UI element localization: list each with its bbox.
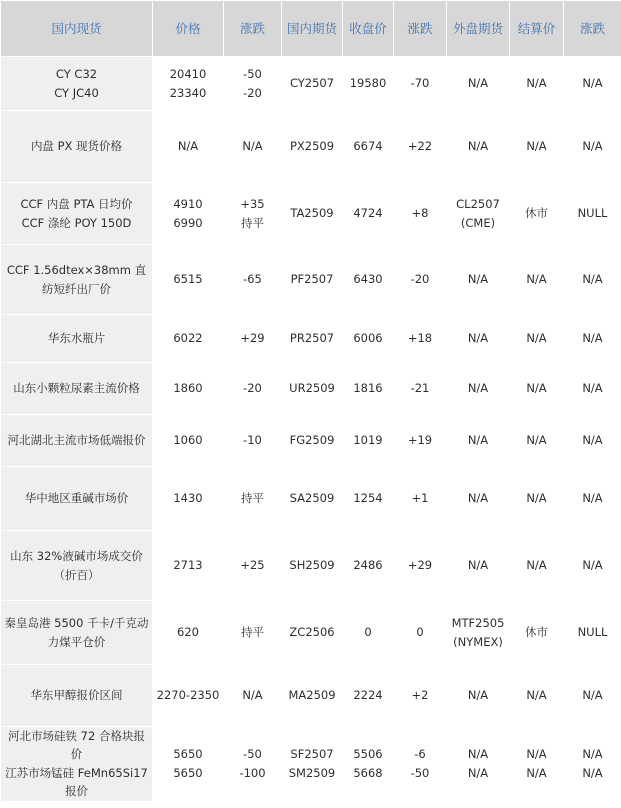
spot-name-text: 河北市场硅铁 72 合格块报价 bbox=[8, 729, 145, 762]
spot-name-text: CCF 内盘 PTA 日均价 bbox=[20, 197, 133, 212]
spot-change-cell bbox=[224, 665, 282, 727]
spot-change-cell bbox=[224, 415, 282, 467]
futures-change-text: -21 bbox=[410, 381, 430, 396]
settlement-price-cell bbox=[510, 111, 564, 183]
overseas-contract-text: MTF2505 bbox=[451, 616, 505, 631]
futures-change-text: +29 bbox=[407, 558, 433, 573]
futures-change-text: 0 bbox=[416, 625, 424, 640]
spot-name-text: 华东甲醇报价区间 bbox=[30, 688, 123, 703]
spot-name-cell bbox=[1, 57, 153, 111]
futures-close-cell bbox=[343, 363, 394, 415]
futures-change-cell bbox=[394, 315, 447, 363]
settlement-price-text: N/A bbox=[526, 76, 547, 91]
spot-price-text: 4910 bbox=[173, 197, 203, 212]
spot-price-text: 6515 bbox=[173, 272, 203, 287]
futures-contract-text: UR2509 bbox=[289, 381, 335, 396]
settlement-price-text: N/A bbox=[526, 747, 547, 762]
spot-change-text: +35 bbox=[240, 197, 265, 212]
table-row bbox=[1, 467, 621, 531]
overseas-contract-text: N/A bbox=[467, 688, 489, 703]
spot-change-text: -65 bbox=[243, 272, 262, 287]
spot-change-cell bbox=[224, 111, 282, 183]
futures-contract-text: PR2507 bbox=[289, 331, 335, 346]
futures-close-cell bbox=[343, 315, 394, 363]
settlement-price-text: N/A bbox=[526, 433, 547, 448]
spot-price-cell bbox=[153, 245, 224, 315]
futures-change-cell bbox=[394, 727, 447, 802]
settlement-change-cell bbox=[564, 183, 621, 245]
settlement-change-text: N/A bbox=[582, 491, 603, 506]
spot-change-cell bbox=[224, 315, 282, 363]
spot-price-cell bbox=[153, 531, 224, 601]
settlement-price-text: N/A bbox=[526, 558, 547, 573]
settlement-change-text: N/A bbox=[582, 331, 603, 346]
futures-change-text: -70 bbox=[410, 76, 430, 91]
futures-close-text: 5668 bbox=[353, 765, 383, 780]
spot-change-cell bbox=[224, 57, 282, 111]
overseas-contract-text: (CME) bbox=[460, 215, 496, 230]
overseas-contract-text: N/A bbox=[467, 765, 489, 780]
spot-price-cell bbox=[153, 183, 224, 245]
spot-price-text: 1060 bbox=[173, 433, 203, 448]
futures-close-cell bbox=[343, 245, 394, 315]
header-domestic-spot: 国内现货 bbox=[1, 1, 153, 57]
futures-contract-text: MA2509 bbox=[288, 688, 336, 703]
settlement-change-text: N/A bbox=[582, 139, 603, 154]
futures-change-text: +8 bbox=[411, 206, 429, 221]
futures-contract-cell bbox=[282, 57, 343, 111]
futures-contract-text: SA2509 bbox=[289, 491, 335, 506]
overseas-contract-cell bbox=[447, 183, 510, 245]
table-row bbox=[1, 183, 621, 245]
overseas-contract-cell bbox=[447, 665, 510, 727]
spot-name-cell bbox=[1, 245, 153, 315]
futures-change-cell bbox=[394, 183, 447, 245]
futures-contract-cell bbox=[282, 415, 343, 467]
futures-close-cell bbox=[343, 415, 394, 467]
overseas-contract-cell bbox=[447, 415, 510, 467]
overseas-contract-cell bbox=[447, 111, 510, 183]
settlement-price-cell bbox=[510, 665, 564, 727]
settlement-price-cell bbox=[510, 467, 564, 531]
spot-price-cell bbox=[153, 601, 224, 665]
futures-close-cell bbox=[343, 183, 394, 245]
futures-close-text: 1019 bbox=[353, 433, 383, 448]
settlement-price-cell bbox=[510, 183, 564, 245]
overseas-contract-cell bbox=[447, 315, 510, 363]
table-row bbox=[1, 245, 621, 315]
spot-name-cell bbox=[1, 415, 153, 467]
futures-close-text: 6006 bbox=[353, 331, 383, 346]
overseas-contract-cell bbox=[447, 57, 510, 111]
spot-change-text: -50 bbox=[243, 67, 262, 82]
futures-contract-cell bbox=[282, 183, 343, 245]
header-domestic-futures: 国内期货 bbox=[282, 1, 343, 57]
spot-name-cell bbox=[1, 315, 153, 363]
spot-name-text: CY JC40 bbox=[54, 85, 99, 100]
spot-price-text: 5650 bbox=[173, 747, 203, 762]
spot-price-text: 6022 bbox=[173, 331, 203, 346]
futures-change-cell bbox=[394, 363, 447, 415]
settlement-change-text: N/A bbox=[582, 433, 603, 448]
spot-price-cell bbox=[153, 363, 224, 415]
overseas-contract-cell bbox=[447, 727, 510, 802]
table-row bbox=[1, 363, 621, 415]
table-row bbox=[1, 601, 621, 665]
futures-contract-cell bbox=[282, 531, 343, 601]
settlement-price-cell bbox=[510, 601, 564, 665]
spot-name-text: 华东水瓶片 bbox=[47, 331, 106, 346]
futures-contract-text: SH2509 bbox=[289, 558, 335, 573]
futures-contract-cell bbox=[282, 727, 343, 802]
spot-price-text: 20410 bbox=[169, 67, 207, 82]
spot-change-text: -20 bbox=[243, 85, 262, 100]
futures-change-cell bbox=[394, 245, 447, 315]
spot-name-cell bbox=[1, 111, 153, 183]
spot-name-text: 华中地区重碱市场价 bbox=[24, 491, 129, 506]
settlement-price-text: 休市 bbox=[525, 206, 548, 221]
futures-change-cell bbox=[394, 111, 447, 183]
spot-price-text: 2713 bbox=[173, 558, 203, 573]
spot-name-cell bbox=[1, 363, 153, 415]
futures-close-cell bbox=[343, 467, 394, 531]
spot-change-text: +29 bbox=[240, 331, 265, 346]
settlement-price-text: N/A bbox=[526, 139, 547, 154]
spot-price-cell bbox=[153, 415, 224, 467]
futures-change-text: -20 bbox=[410, 272, 430, 287]
futures-contract-cell bbox=[282, 601, 343, 665]
overseas-contract-text: N/A bbox=[467, 76, 489, 91]
futures-close-cell bbox=[343, 727, 394, 802]
spot-change-text: -50 bbox=[243, 747, 262, 762]
table-row bbox=[1, 531, 621, 601]
spot-change-text: -10 bbox=[243, 433, 262, 448]
settlement-price-cell bbox=[510, 57, 564, 111]
spot-change-text: N/A bbox=[242, 139, 263, 154]
futures-contract-text: ZC2506 bbox=[289, 625, 335, 640]
spot-change-text: N/A bbox=[242, 688, 263, 703]
spot-price-text: 23340 bbox=[169, 85, 207, 100]
futures-contract-cell bbox=[282, 111, 343, 183]
futures-change-text: +22 bbox=[407, 139, 433, 154]
overseas-contract-text: N/A bbox=[467, 558, 489, 573]
spot-price-cell bbox=[153, 727, 224, 802]
futures-change-cell bbox=[394, 665, 447, 727]
futures-contract-text: FG2509 bbox=[289, 433, 335, 448]
spot-price-text: 1860 bbox=[173, 381, 203, 396]
spot-price-cell bbox=[153, 467, 224, 531]
futures-contract-text: PX2509 bbox=[289, 139, 335, 154]
futures-close-cell bbox=[343, 57, 394, 111]
spot-change-cell bbox=[224, 601, 282, 665]
settlement-change-text: N/A bbox=[582, 76, 603, 91]
overseas-contract-text: N/A bbox=[467, 491, 489, 506]
settlement-change-text: N/A bbox=[582, 381, 603, 396]
settlement-change-text: NULL bbox=[577, 625, 608, 640]
overseas-contract-cell bbox=[447, 601, 510, 665]
settlement-price-text: 休市 bbox=[525, 625, 548, 640]
overseas-contract-cell bbox=[447, 245, 510, 315]
futures-contract-text: TA2509 bbox=[290, 206, 334, 221]
spot-name-text: 山东 32%液碱市场成交价（折百） bbox=[10, 549, 143, 582]
spot-name-text: 江苏市场锰硅 FeMn65Si17 报价 bbox=[5, 765, 148, 799]
futures-contract-text: PF2507 bbox=[290, 272, 334, 287]
overseas-contract-cell bbox=[447, 531, 510, 601]
table-row bbox=[1, 111, 621, 183]
futures-contract-cell bbox=[282, 665, 343, 727]
settlement-change-cell bbox=[564, 665, 621, 727]
settlement-price-cell bbox=[510, 363, 564, 415]
settlement-price-text: N/A bbox=[526, 688, 547, 703]
settlement-price-text: N/A bbox=[526, 272, 547, 287]
settlement-change-text: N/A bbox=[582, 747, 603, 762]
spot-name-cell bbox=[1, 183, 153, 245]
settlement-change-cell bbox=[564, 363, 621, 415]
spot-change-cell bbox=[224, 467, 282, 531]
spot-price-text: 620 bbox=[177, 625, 199, 640]
settlement-price-cell bbox=[510, 727, 564, 802]
overseas-contract-text: (NYMEX) bbox=[453, 634, 503, 649]
futures-change-cell bbox=[394, 415, 447, 467]
spot-change-text: 持平 bbox=[241, 215, 264, 230]
settlement-change-cell bbox=[564, 467, 621, 531]
settlement-change-cell bbox=[564, 415, 621, 467]
table-row bbox=[1, 727, 621, 802]
spot-price-text: 6990 bbox=[173, 215, 203, 230]
spot-name-text: 河北湖北主流市场低端报价 bbox=[7, 433, 146, 448]
futures-close-cell bbox=[343, 111, 394, 183]
futures-close-cell bbox=[343, 665, 394, 727]
futures-contract-cell bbox=[282, 315, 343, 363]
spot-price-cell bbox=[153, 111, 224, 183]
overseas-contract-cell bbox=[447, 363, 510, 415]
spot-price-cell bbox=[153, 315, 224, 363]
overseas-contract-text: N/A bbox=[467, 139, 489, 154]
settlement-change-cell bbox=[564, 727, 621, 802]
futures-contract-cell bbox=[282, 467, 343, 531]
table-body bbox=[1, 57, 621, 802]
spot-price-text: 1430 bbox=[173, 491, 203, 506]
settlement-change-text: N/A bbox=[582, 765, 603, 780]
settlement-price-cell bbox=[510, 531, 564, 601]
futures-change-cell bbox=[394, 531, 447, 601]
futures-change-text: +19 bbox=[407, 433, 433, 448]
futures-change-text: +2 bbox=[411, 688, 429, 703]
spot-change-cell bbox=[224, 183, 282, 245]
spot-change-cell bbox=[224, 363, 282, 415]
overseas-contract-text: N/A bbox=[467, 272, 489, 287]
overseas-contract-text: N/A bbox=[467, 381, 489, 396]
settlement-price-text: N/A bbox=[526, 765, 547, 780]
table-header bbox=[1, 1, 621, 57]
futures-change-text: +1 bbox=[411, 491, 429, 506]
settlement-change-cell bbox=[564, 531, 621, 601]
spot-price-text: 2270-2350 bbox=[156, 688, 220, 703]
futures-close-cell bbox=[343, 531, 394, 601]
table-row bbox=[1, 415, 621, 467]
header-overseas-futures: 外盘期货 bbox=[447, 1, 510, 57]
header-close: 收盘价 bbox=[343, 1, 394, 57]
header-change: 涨跌 bbox=[224, 1, 282, 57]
futures-close-text: 1816 bbox=[353, 381, 383, 396]
futures-close-text: 5506 bbox=[353, 747, 383, 762]
futures-close-text: 2486 bbox=[353, 558, 383, 573]
futures-close-cell bbox=[343, 601, 394, 665]
settlement-change-text: N/A bbox=[582, 688, 603, 703]
futures-close-text: 0 bbox=[364, 625, 372, 640]
header-futures-change: 涨跌 bbox=[394, 1, 447, 57]
spot-price-text: 5650 bbox=[173, 765, 203, 780]
settlement-price-text: N/A bbox=[526, 331, 547, 346]
futures-contract-text: CY2507 bbox=[289, 76, 335, 91]
header-settlement-change: 涨跌 bbox=[564, 1, 621, 57]
spot-price-cell bbox=[153, 57, 224, 111]
spot-name-cell bbox=[1, 601, 153, 665]
spot-change-text: 持平 bbox=[241, 491, 264, 506]
futures-close-text: 1254 bbox=[353, 491, 383, 506]
settlement-change-text: N/A bbox=[582, 558, 603, 573]
spot-price-cell bbox=[153, 665, 224, 727]
settlement-price-cell bbox=[510, 415, 564, 467]
spot-name-cell bbox=[1, 531, 153, 601]
settlement-change-text: N/A bbox=[582, 272, 603, 287]
header-price: 价格 bbox=[153, 1, 224, 57]
header-row bbox=[1, 1, 621, 57]
overseas-contract-text: N/A bbox=[467, 433, 489, 448]
spot-name-text: CCF 涤纶 POY 150D bbox=[21, 215, 132, 230]
futures-change-cell bbox=[394, 57, 447, 111]
futures-change-text: +18 bbox=[407, 331, 433, 346]
settlement-price-cell bbox=[510, 245, 564, 315]
futures-close-text: 4724 bbox=[353, 206, 383, 221]
overseas-contract-cell bbox=[447, 467, 510, 531]
spot-change-text: 持平 bbox=[241, 625, 264, 640]
spot-change-cell bbox=[224, 531, 282, 601]
overseas-contract-text: N/A bbox=[467, 747, 489, 762]
futures-close-text: 6674 bbox=[353, 139, 383, 154]
settlement-change-cell bbox=[564, 57, 621, 111]
settlement-price-text: N/A bbox=[526, 381, 547, 396]
settlement-change-cell bbox=[564, 111, 621, 183]
settlement-change-cell bbox=[564, 245, 621, 315]
spot-name-text: 山东小颗粒尿素主流价格 bbox=[13, 381, 140, 396]
spot-name-text: 内盘 PX 现货价格 bbox=[30, 139, 123, 154]
spot-name-cell bbox=[1, 467, 153, 531]
header-settlement: 结算价 bbox=[510, 1, 564, 57]
table-row bbox=[1, 57, 621, 111]
settlement-price-cell bbox=[510, 315, 564, 363]
settlement-change-cell bbox=[564, 601, 621, 665]
spot-change-text: +25 bbox=[240, 558, 265, 573]
spot-name-cell bbox=[1, 665, 153, 727]
spot-name-cell bbox=[1, 727, 153, 802]
spot-change-text: -20 bbox=[243, 381, 262, 396]
spot-name-text: CCF 1.56dtex×38mm 直纺短纤出厂价 bbox=[6, 263, 147, 296]
spot-name-text: CY C32 bbox=[55, 67, 98, 82]
spot-change-text: -100 bbox=[239, 765, 266, 780]
settlement-change-text: NULL bbox=[577, 206, 608, 221]
futures-change-text: -50 bbox=[410, 765, 430, 780]
futures-contract-cell bbox=[282, 363, 343, 415]
settlement-price-text: N/A bbox=[526, 491, 547, 506]
table-row bbox=[1, 315, 621, 363]
futures-change-cell bbox=[394, 601, 447, 665]
futures-contract-cell bbox=[282, 245, 343, 315]
futures-close-text: 6430 bbox=[353, 272, 383, 287]
futures-contract-text: SF2507 bbox=[290, 747, 334, 762]
spot-price-text: N/A bbox=[177, 139, 199, 154]
spot-name-text: 秦皇岛港 5500 千卡/千克动力煤平仓价 bbox=[4, 616, 149, 649]
spot-change-cell bbox=[224, 727, 282, 802]
futures-close-text: 2224 bbox=[353, 688, 383, 703]
overseas-contract-text: CL2507 bbox=[456, 197, 500, 212]
futures-change-text: -6 bbox=[414, 747, 426, 762]
futures-contract-text: SM2509 bbox=[288, 765, 336, 780]
spot-change-cell bbox=[224, 245, 282, 315]
settlement-change-cell bbox=[564, 315, 621, 363]
futures-close-text: 19580 bbox=[349, 76, 387, 91]
futures-change-cell bbox=[394, 467, 447, 531]
table-row bbox=[1, 665, 621, 727]
overseas-contract-text: N/A bbox=[467, 331, 489, 346]
